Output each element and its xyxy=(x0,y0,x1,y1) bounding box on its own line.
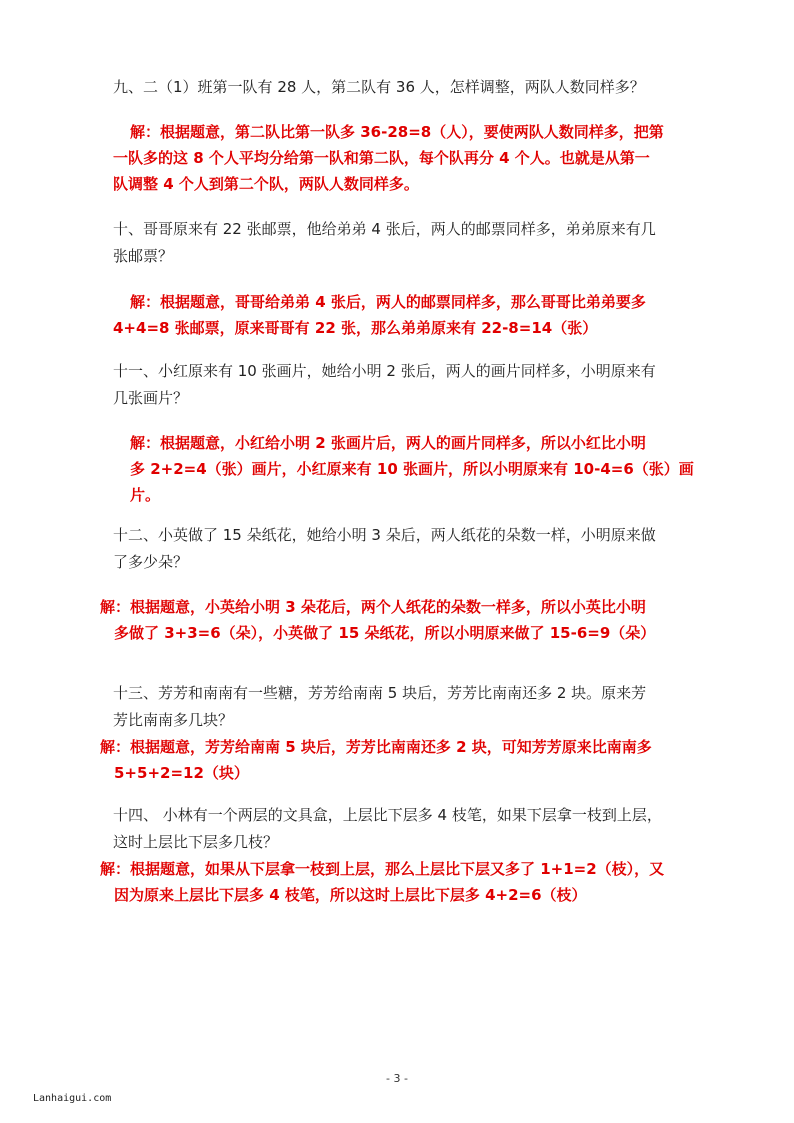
problem-14-answer xyxy=(100,856,664,908)
text-line: 解：根据题意，芳芳给南南 5 块后，芳芳比南南还多 2 块，可知芳芳原来比南南多 xyxy=(100,738,652,756)
text-line: 多做了 3+3=6（朵），小英做了 15 朵纸花，所以小明原来做了 15-6=9（朵） xyxy=(114,624,656,642)
problem-12-question xyxy=(113,522,656,576)
text-line: 这时上层比下层多几枝？ xyxy=(113,833,279,851)
problem-12-answer xyxy=(100,594,655,646)
text-line: 芳比南南多几块？ xyxy=(113,711,234,729)
problem-10-answer xyxy=(113,289,646,341)
page-number: - 3 - xyxy=(386,1072,408,1085)
text-line: 多 2+2=4（张）画片，小红原来有 10 张画片，所以小明原来有 10-4=6（张）画 xyxy=(130,460,694,478)
text-line: 张邮票？ xyxy=(113,247,174,265)
text-line: 片。 xyxy=(130,486,161,504)
site-watermark: Lanhaigui.com xyxy=(33,1093,112,1104)
problem-10-question xyxy=(113,216,656,270)
text-line: 了多少朵？ xyxy=(113,553,189,571)
text-line: 九、二（1）班第一队有 28 人，第二队有 36 人，怎样调整，两队人数同样多？ xyxy=(113,78,645,96)
text-line: 解：根据题意，小英给小明 3 朵花后，两个人纸花的朵数一样多，所以小英比小明 xyxy=(100,598,646,616)
text-line: 队调整 4 个人到第二个队，两队人数同样多。 xyxy=(113,175,419,193)
text-line: 解：根据题意，小红给小明 2 张画片后，两人的画片同样多，所以小红比小明 xyxy=(130,434,646,452)
problem-11-answer xyxy=(113,430,694,508)
problem-9-answer xyxy=(113,119,664,197)
text-line: 5+5+2=12（块） xyxy=(114,764,249,782)
problem-9-question xyxy=(113,74,645,101)
problem-13-answer xyxy=(100,734,652,786)
text-line: 十二、小英做了 15 朵纸花，她给小明 3 朵后，两人纸花的朵数一样，小明原来做 xyxy=(113,526,656,544)
text-line: 十一、小红原来有 10 张画片，她给小明 2 张后，两人的画片同样多，小明原来有 xyxy=(113,362,656,380)
problem-14-question xyxy=(113,802,662,856)
text-line: 十四、 小林有一个两层的文具盒，上层比下层多 4 枝笔，如果下层拿一枝到上层， xyxy=(113,806,662,824)
text-line: 因为原来上层比下层多 4 枝笔，所以这时上层比下层多 4+2=6（枝） xyxy=(114,886,587,904)
text-line: 解：根据题意，第二队比第一队多 36-28=8（人），要使两队人数同样多，把第 xyxy=(130,123,664,141)
text-line: 4+4=8 张邮票，原来哥哥有 22 张，那么弟弟原来有 22-8=14（张） xyxy=(113,319,598,337)
problem-11-question xyxy=(113,358,656,412)
text-line: 十三、芳芳和南南有一些糖，芳芳给南南 5 块后，芳芳比南南还多 2 块。原来芳 xyxy=(113,684,647,702)
problem-13-question xyxy=(113,680,646,734)
text-line: 解：根据题意，哥哥给弟弟 4 张后，两人的邮票同样多，那么哥哥比弟弟要多 xyxy=(130,293,646,311)
text-line: 一队多的这 8 个人平均分给第一队和第二队，每个队再分 4 个人。也就是从第一 xyxy=(113,149,650,167)
text-line: 几张画片？ xyxy=(113,389,189,407)
text-line: 十、哥哥原来有 22 张邮票，他给弟弟 4 张后，两人的邮票同样多，弟弟原来有几 xyxy=(113,220,656,238)
text-line: 解：根据题意，如果从下层拿一枝到上层，那么上层比下层又多了 1+1=2（枝），又 xyxy=(100,860,665,878)
